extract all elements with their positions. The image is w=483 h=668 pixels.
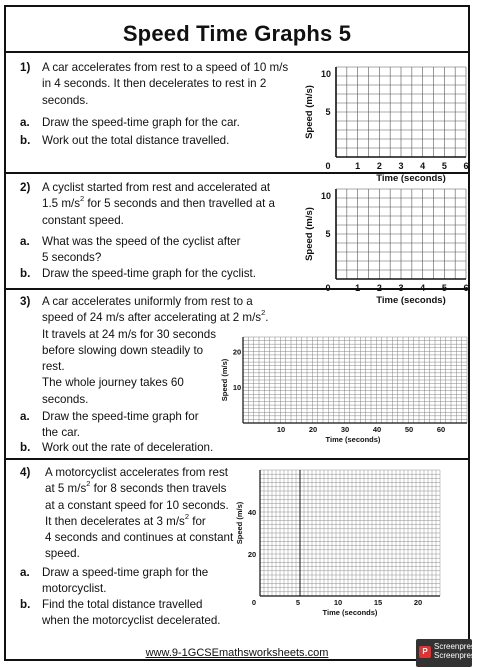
y-tick-label: 20 — [232, 347, 242, 357]
y-tick-label: 10 — [232, 383, 242, 393]
x-tick-label: 5 — [441, 161, 447, 171]
website-link[interactable]: www.9-1GCSEmathsworksheets.com — [145, 647, 329, 659]
speed-time-graph — [294, 181, 469, 306]
x-tick-label: 6 — [463, 283, 469, 293]
question-divider — [6, 458, 468, 460]
x-tick-label: 30 — [340, 425, 350, 434]
part-a-label: a. — [20, 566, 30, 579]
question-divider — [6, 288, 468, 290]
y-axis-label: Speed (m/s) — [235, 501, 244, 545]
x-axis-label: Time (seconds) — [376, 295, 446, 306]
question-number: 2) — [20, 181, 31, 194]
question-text: A cyclist started from rest and accelerated at 1.5 $m/s^2$ for 5 seconds and then travelled at a constant speed. — [42, 181, 275, 227]
y-axis-label: Speed (m/s) — [220, 358, 229, 402]
part-a-text: What was the speed of the cyclist after 5 seconds? — [42, 235, 241, 265]
question-divider — [6, 172, 468, 174]
part-a-text: Draw the speed-time graph for the car. — [42, 116, 240, 129]
y-tick-label: 20 — [247, 550, 257, 559]
question-2 — [20, 180, 310, 290]
speed-time-graph — [234, 466, 446, 616]
x-tick-label: 10 — [276, 425, 286, 434]
part-a-label: a. — [20, 235, 30, 248]
y-tick-label: 5 — [325, 107, 331, 117]
screenpresso-badge: P Screenpresso Screenpresso — [416, 639, 472, 667]
origin-label: 0 — [325, 283, 331, 293]
graph-q2 — [294, 181, 469, 306]
graph-q4 — [234, 466, 446, 616]
x-tick-label: 60 — [436, 425, 446, 434]
x-tick-label: 3 — [398, 283, 404, 293]
x-tick-label: 4 — [420, 283, 426, 293]
speed-time-graph — [221, 333, 471, 445]
question-number: 1) — [20, 61, 31, 74]
part-b-label: b. — [20, 134, 31, 147]
x-tick-label: 6 — [463, 161, 469, 171]
part-b-text: Find the total distance travelled when the motorcyclist decelerated. — [42, 598, 221, 628]
part-b-text: Draw the speed-time graph for the cyclist. — [42, 267, 256, 280]
x-tick-label: 20 — [308, 425, 318, 434]
part-a-label: a. — [20, 410, 30, 423]
part-a-text: Draw a speed-time graph for the motorcyclist. — [42, 566, 209, 596]
x-tick-label: 5 — [295, 598, 301, 607]
graph-q1 — [294, 59, 469, 184]
question-number: 3) — [20, 295, 31, 308]
origin-label: 0 — [251, 598, 257, 607]
part-b-label: b. — [20, 441, 31, 454]
y-axis-label: Speed (m/s) — [304, 85, 315, 139]
question-4 — [20, 465, 260, 628]
x-tick-label: 2 — [376, 161, 382, 171]
part-b-label: b. — [20, 267, 31, 280]
part-a-label: a. — [20, 116, 30, 129]
worksheet-title: Speed Time Graphs 5 — [122, 21, 352, 46]
x-tick-label: 3 — [398, 161, 404, 171]
part-b-text: Work out the total distance travelled. — [42, 134, 230, 147]
y-tick-label: 10 — [320, 191, 332, 201]
origin-label: 0 — [325, 161, 331, 171]
x-tick-label: 1 — [355, 283, 361, 293]
part-a-text: Draw the speed-time graph for the car. — [42, 410, 199, 440]
graph-q3 — [221, 333, 471, 445]
screenpresso-logo-icon: P — [419, 646, 431, 658]
x-axis-label: Time (seconds) — [325, 435, 381, 444]
x-axis-label: Time (seconds) — [376, 173, 446, 184]
question-text: A motorcyclist accelerates from rest at 5 $m/s^2$ for 8 seconds then travels at a constant speed for 10 seconds. It then decelerates at 3 $m/s^2$ for 4 seconds and continues at constant speed. — [45, 466, 234, 561]
y-tick-label: 5 — [325, 229, 331, 239]
question-text: A car accelerates from rest to a speed of 10 m/s in 4 seconds. It then decelerates to rest in 2 seconds. — [42, 61, 289, 107]
x-tick-label: 50 — [404, 425, 414, 434]
x-tick-label: 2 — [376, 283, 382, 293]
y-tick-label: 40 — [247, 508, 257, 517]
x-axis-label: Time (seconds) — [322, 608, 378, 617]
x-tick-label: 1 — [355, 161, 361, 171]
x-tick-label: 10 — [333, 598, 343, 607]
question-1 — [20, 60, 310, 180]
x-tick-label: 15 — [373, 598, 383, 607]
x-tick-label: 4 — [420, 161, 426, 171]
speed-time-graph — [294, 59, 469, 184]
y-tick-label: 10 — [320, 69, 332, 79]
x-tick-label: 40 — [372, 425, 382, 434]
part-b-text: Work out the rate of deceleration. — [42, 441, 214, 454]
question-number: 4) — [20, 466, 31, 479]
y-axis-label: Speed (m/s) — [304, 207, 315, 261]
footer-link-row — [6, 647, 468, 659]
title-divider — [6, 51, 468, 53]
worksheet-page — [4, 5, 470, 661]
part-b-label: b. — [20, 598, 31, 611]
x-tick-label: 5 — [441, 283, 447, 293]
x-tick-label: 20 — [413, 598, 423, 607]
question-text: A car accelerates uniformly from rest to a speed of 24 m/s after accelerating at 2 $m/s^2$. It travels at 24 m/s for 30 seconds before slowing down steadily to rest. The whole journey takes 60 seconds. — [42, 295, 269, 406]
